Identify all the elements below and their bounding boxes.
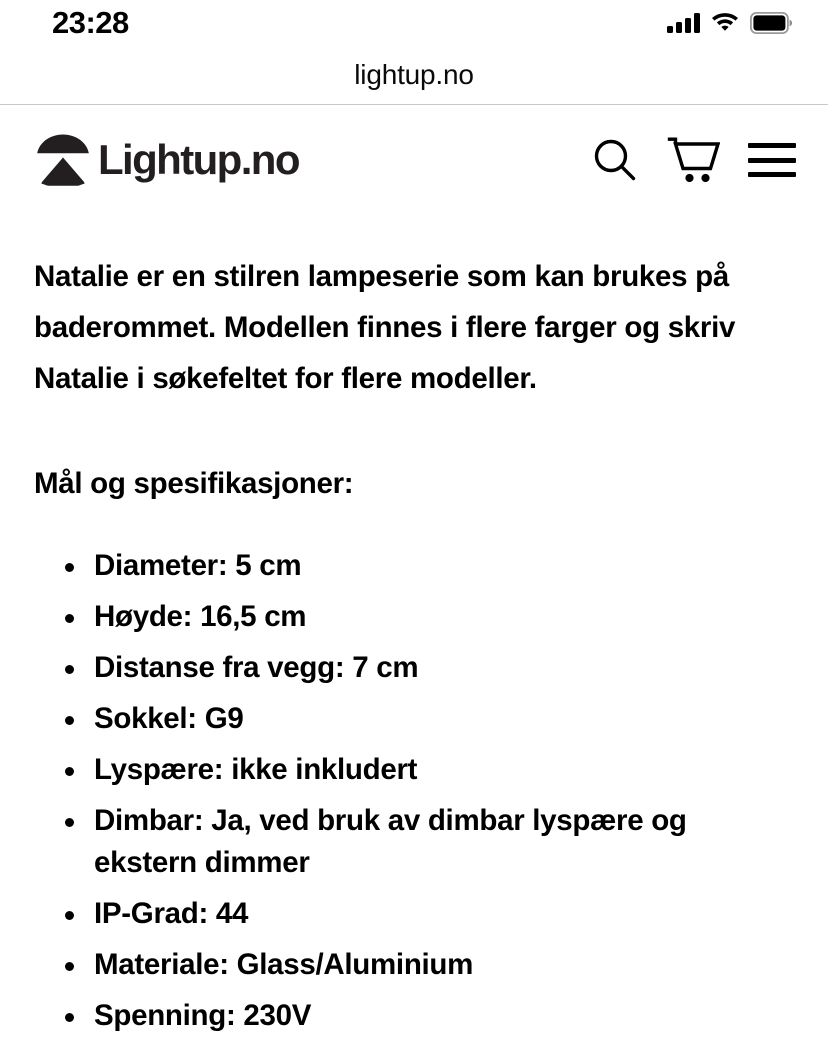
spec-text: Distanse fra vegg: 7 cm	[94, 651, 419, 684]
status-time: 23:28	[52, 5, 129, 40]
list-item	[34, 749, 794, 791]
wifi-icon	[711, 12, 739, 33]
list-item	[34, 995, 794, 1037]
product-description	[0, 215, 828, 1037]
status-bar	[0, 0, 828, 45]
spec-text: Sokkel: G9	[94, 702, 244, 735]
intro-paragraph: Natalie er en stilren lampeserie som kan brukes på baderommet. Modellen finnes i flere farger og skriv Natalie i søkefeltet for flere modeller.	[34, 260, 736, 395]
cellular-signal-icon	[667, 13, 700, 33]
url-text: lightup.no	[354, 58, 474, 90]
spec-heading: Mål og spesifikasjoner:	[34, 467, 354, 500]
spec-text: Spenning: 230V	[94, 999, 312, 1032]
cart-icon	[666, 136, 720, 184]
hamburger-menu-button[interactable]	[748, 143, 796, 177]
search-icon	[592, 137, 638, 183]
browser-url-bar[interactable]	[0, 45, 828, 105]
list-item	[34, 944, 794, 986]
list-item	[34, 647, 794, 689]
spec-text: Diameter: 5 cm	[94, 549, 302, 582]
list-item	[34, 545, 794, 587]
list-item	[34, 596, 794, 638]
cart-button[interactable]	[666, 136, 720, 184]
list-item	[34, 893, 794, 935]
brand-name: Lightup.no	[98, 136, 299, 183]
battery-full-icon	[750, 12, 792, 34]
spec-list	[34, 545, 794, 1037]
hamburger-line	[748, 158, 796, 163]
search-button[interactable]	[592, 137, 638, 183]
list-item	[34, 800, 794, 884]
spec-text: Lyspære: ikke inkludert	[94, 753, 418, 786]
header-actions	[592, 136, 796, 184]
lamp-logo-icon	[34, 132, 92, 188]
spec-text: Dimbar: Ja, ved bruk av dimbar lyspære og ekstern dimmer	[94, 804, 687, 879]
hamburger-line	[748, 143, 796, 148]
status-indicators	[667, 12, 792, 34]
spec-text: Materiale: Glass/Aluminium	[94, 948, 474, 981]
spec-text: Høyde: 16,5 cm	[94, 600, 307, 633]
spec-text: IP-Grad: 44	[94, 897, 249, 930]
site-header	[0, 105, 828, 215]
hamburger-line	[748, 172, 796, 177]
brand-logo-link[interactable]	[34, 132, 299, 188]
list-item	[34, 698, 794, 740]
